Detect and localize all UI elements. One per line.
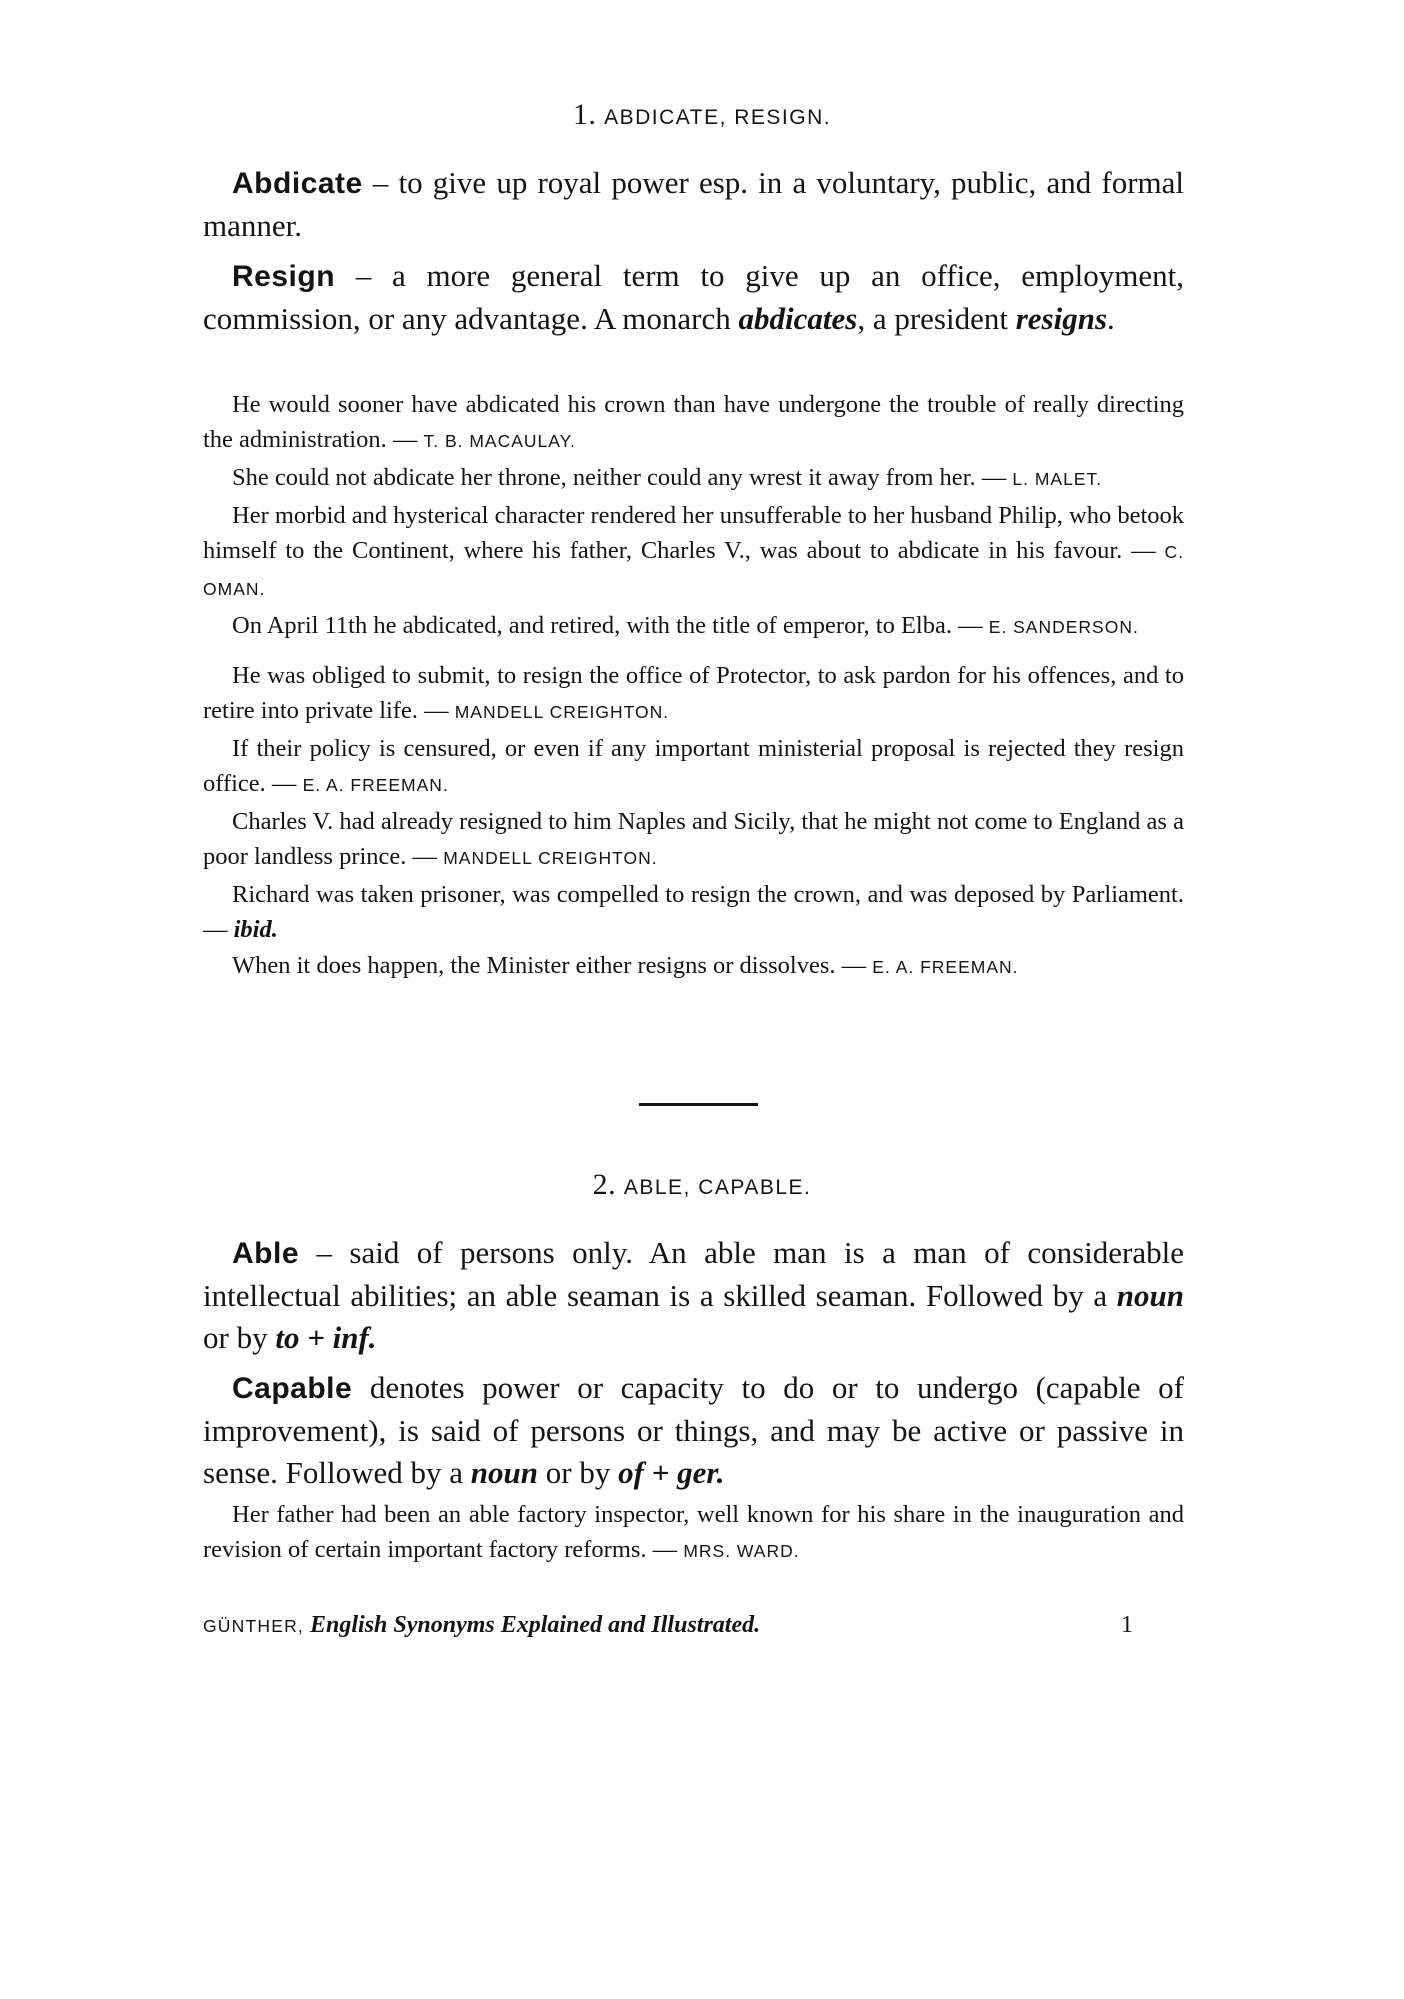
quotation-author: MANDELL CREIGHTON.	[454, 702, 670, 722]
definition-text: , a president	[857, 301, 1016, 336]
italic-word: resigns	[1015, 301, 1108, 336]
quotation	[203, 731, 1184, 803]
quotation-text: Her father had been an able factory inspector, well known for his share in the inauguration and revision of certain important factory reforms. —	[203, 1501, 1184, 1563]
quotation-text: He would sooner have abdicated his crown than have undergone the trouble of really directing the administration. —	[203, 391, 1184, 453]
section-heading-2	[0, 1168, 1404, 1202]
term-resign: Resign	[232, 260, 336, 293]
quotation-author: T. B. MACAULAY.	[423, 431, 576, 451]
section-number: 2.	[592, 1168, 617, 1201]
section-divider	[639, 1103, 758, 1106]
quotation	[203, 1497, 1184, 1569]
quotation-author: MANDELL CREIGHTON.	[443, 848, 658, 868]
quotations-section-2	[203, 1497, 1184, 1570]
section-heading-1	[0, 98, 1404, 132]
term-able: Able	[232, 1237, 300, 1270]
italic-word: to + inf.	[275, 1320, 377, 1355]
section-number: 1.	[572, 98, 597, 131]
italic-word: abdicates	[738, 301, 858, 336]
definition-text: – to give up royal power esp. in a voluntary, public, and formal manner.	[203, 165, 1184, 243]
footer-author: GÜNTHER,	[203, 1616, 304, 1636]
section-title: ABLE, CAPABLE.	[623, 1176, 812, 1199]
quotation	[203, 948, 1184, 985]
definition-resign	[203, 255, 1184, 340]
quotation-text: Her morbid and hysterical character rendered her unsufferable to her husband Philip, who betook himself to the Continent, where his father, Charles V., was about to abdicate in his favour. —	[203, 502, 1184, 564]
definition-text: .	[1107, 301, 1115, 336]
quotation-text: When it does happen, the Minister either resigns or dissolves. —	[232, 952, 873, 979]
quotation-author: L. MALET.	[1012, 469, 1103, 489]
quotation	[203, 608, 1184, 645]
definition-text: or by	[538, 1455, 619, 1490]
quotation-author: E. A. FREEMAN.	[872, 957, 1019, 977]
quotation	[203, 804, 1184, 876]
definition-text: denotes power or capacity to do or to undergo (capable of improvement), is said of persons or things, and may be active or passive in sense. Followed by a	[203, 1370, 1184, 1490]
quotation-author: E. A. FREEMAN.	[302, 775, 449, 795]
quotation-text: She could not abdicate her throne, neither could any wrest it away from her. —	[232, 464, 1013, 491]
footer-book-title: English Synonyms Explained and Illustrated.	[310, 1612, 761, 1638]
italic-word: noun	[1116, 1278, 1184, 1313]
term-capable: Capable	[232, 1372, 353, 1405]
section-title: ABDICATE, RESIGN.	[604, 106, 832, 129]
definition-text: – said of persons only. An able man is a man of considerable intellectual abilities; an able seaman is a skilled seaman. Followed by a	[203, 1235, 1184, 1313]
quotation	[203, 877, 1184, 947]
quotation-text: Charles V. had already resigned to him Naples and Sicily, that he might not come to England as a poor landless prince. —	[203, 808, 1184, 870]
quotation	[203, 460, 1184, 497]
quotation-text: On April 11th he abdicated, and retired, with the title of emperor, to Elba. —	[232, 612, 989, 639]
term-abdicate: Abdicate	[232, 167, 363, 200]
definitions-section-2	[203, 1232, 1184, 1502]
page-number: 1	[1121, 1612, 1133, 1638]
definition-capable	[203, 1367, 1184, 1494]
quotation-text: He was obliged to submit, to resign the office of Protector, to ask pardon for his offences, and to retire into private life. —	[203, 662, 1184, 724]
quotation-author: MRS. WARD.	[683, 1541, 800, 1561]
italic-word: noun	[470, 1455, 539, 1490]
quotations-section-1	[203, 387, 1184, 986]
definitions-section-1	[203, 162, 1184, 348]
quotation-author: C. OMAN.	[203, 542, 1184, 599]
definition-text: or by	[203, 1320, 276, 1355]
page-footer	[203, 1612, 1133, 1639]
quotation-text: Richard was taken prisoner, was compelled to resign the crown, and was deposed by Parliament. —	[203, 881, 1184, 943]
quotation	[203, 498, 1184, 607]
quotation-text: If their policy is censured, or even if any important ministerial proposal is rejected they resign office. —	[203, 735, 1184, 797]
quotation	[203, 658, 1184, 730]
quotation-source: ibid.	[233, 916, 278, 943]
definition-abdicate	[203, 162, 1184, 247]
definition-text: – a more general term to give up an office, employment, commission, or any advantage. A monarch	[203, 258, 1184, 336]
quotation-author: E. SANDERSON.	[988, 617, 1139, 637]
italic-word: of + ger.	[618, 1455, 725, 1490]
definition-able	[203, 1232, 1184, 1359]
quotation	[203, 387, 1184, 459]
